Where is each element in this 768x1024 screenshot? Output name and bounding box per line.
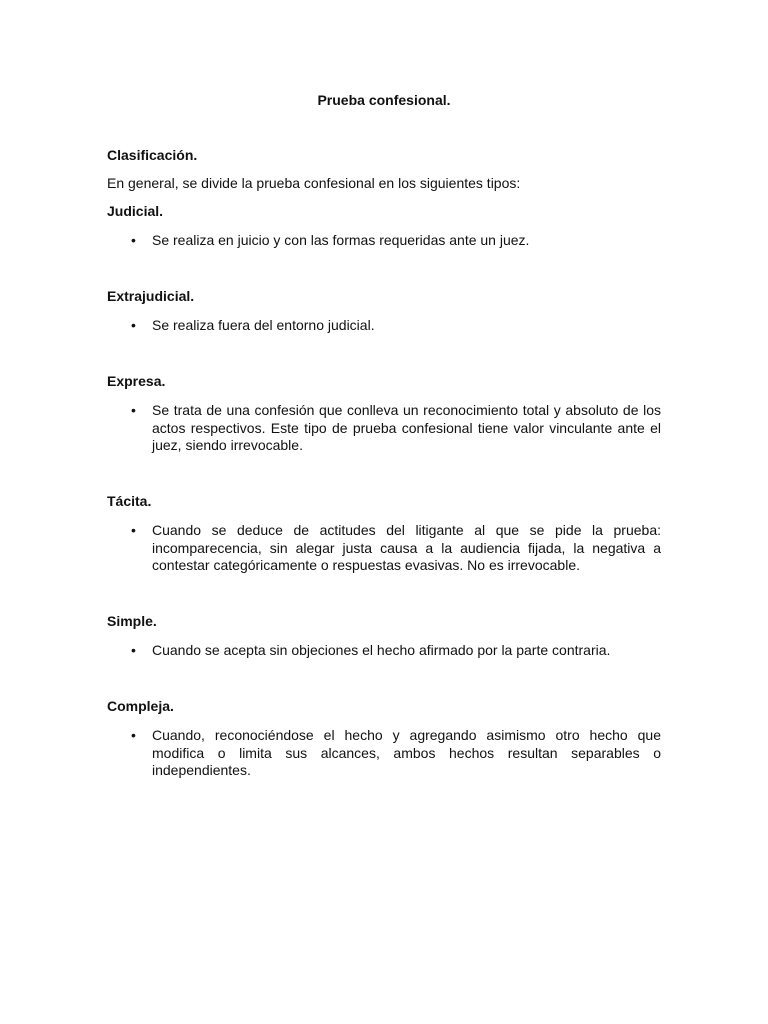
list-item: • Cuando se acepta sin objeciones el hecho afirmado por la parte contraria. — [107, 642, 661, 660]
heading-extrajudicial: Extrajudicial. — [107, 288, 195, 304]
list-item: • Cuando se deduce de actitudes del litigante al que se pide la prueba: incomparecencia, sin alegar justa causa a la audiencia fijada, la negativa a contestar categóricamente o respuestas evasivas. No es irrevocable. — [107, 522, 661, 575]
list-item: • Se realiza en juicio y con las formas requeridas ante un juez. — [107, 232, 661, 250]
heading-compleja: Compleja. — [107, 698, 174, 714]
list-item: • Cuando, reconociéndose el hecho y agregando asimismo otro hecho que modifica o limita sus alcances, ambos hechos resultan separables o independientes. — [107, 727, 661, 780]
bullet-list-judicial — [107, 232, 661, 250]
heading-tacita: Tácita. — [107, 493, 152, 509]
bullet-list-expresa — [107, 402, 661, 455]
bullet-list-extrajudicial — [107, 317, 661, 335]
heading-judicial: Judicial. — [107, 203, 164, 219]
intro-paragraph: En general, se divide la prueba confesional en los siguientes tipos: — [107, 175, 521, 191]
heading-simple: Simple. — [107, 613, 157, 629]
section-heading-clasificacion: Clasificación. — [107, 147, 198, 163]
bullet-list-compleja — [107, 727, 661, 780]
bullet-list-simple — [107, 642, 661, 660]
document-title: Prueba confesional. — [317, 92, 451, 108]
list-item: • Se realiza fuera del entorno judicial. — [107, 317, 661, 335]
bullet-list-tacita — [107, 522, 661, 575]
list-item: • Se trata de una confesión que conlleva un reconocimiento total y absoluto de los actos respectivos. Este tipo de prueba confesional tiene valor vinculante ante el juez, siendo irrevocable. — [107, 402, 661, 455]
heading-expresa: Expresa. — [107, 373, 166, 389]
